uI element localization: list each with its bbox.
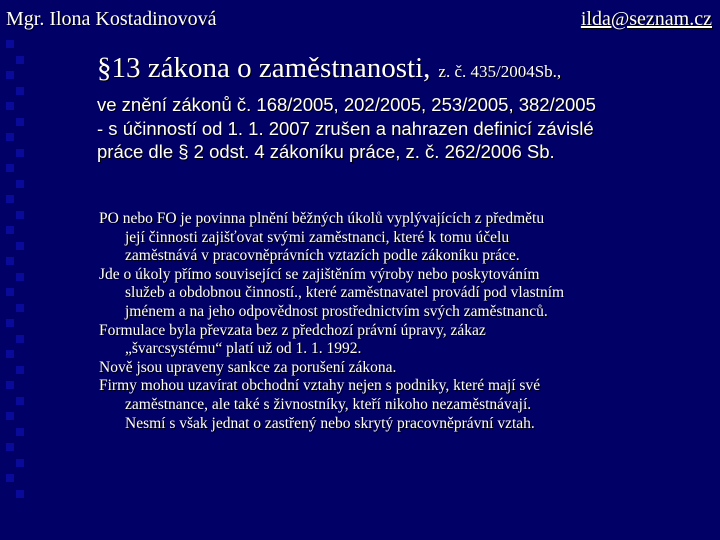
decorative-square <box>6 350 14 358</box>
paragraph-line: PO nebo FO je povinna plnění běžných úkolů vyplývajících z předmětu <box>99 210 545 227</box>
decorative-square <box>6 443 14 451</box>
subtitle-line: práce dle § 2 odst. 4 zákoníku práce, z. č. 262/2006 Sb. <box>97 141 555 162</box>
decorative-square <box>16 56 24 64</box>
paragraph-line: zaměstnance, ale také s živnostníky, kteří nikoho nezaměstnávají. <box>125 395 532 413</box>
subtitle <box>97 93 712 164</box>
slide-title <box>97 52 712 85</box>
email-link[interactable]: ilda@seznam.cz <box>580 8 712 30</box>
paragraph-line: Jde o úkoly přímo související se zajištěním výroby nebo poskytováním <box>99 265 540 283</box>
title-main: §13 zákona o zaměstnanosti, <box>97 52 431 84</box>
decorative-square <box>6 288 14 296</box>
paragraph <box>99 266 711 322</box>
decorative-square <box>6 226 14 234</box>
subtitle-line: - s účinností od 1. 1. 2007 zrušen a nahrazen definicí závislé <box>97 117 594 139</box>
decorative-square <box>6 102 14 110</box>
decorative-square <box>16 87 24 95</box>
decorative-square <box>16 242 24 250</box>
decorative-square <box>16 397 24 405</box>
decorative-square-strip <box>4 40 26 500</box>
decorative-square <box>6 257 14 265</box>
decorative-square <box>6 195 14 203</box>
decorative-square <box>16 273 24 281</box>
paragraph <box>99 377 711 433</box>
decorative-square <box>6 474 14 482</box>
paragraph <box>99 210 711 266</box>
paragraph-line: Firmy mohou uzavírat obchodní vztahy nejen s podniky, které mají své <box>99 377 541 395</box>
paragraph-line: Nesmí s však jednat o zastřený nebo skrytý pracovněprávní vztah. <box>125 414 535 432</box>
decorative-square <box>6 133 14 141</box>
decorative-square <box>6 412 14 420</box>
decorative-square <box>6 71 14 79</box>
author-name: Mgr. Ilona Kostadinovová <box>6 8 217 30</box>
decorative-square <box>16 335 24 343</box>
decorative-square <box>6 164 14 172</box>
paragraph-line: Nově jsou upraveny sankce za porušení zákona. <box>99 358 397 376</box>
paragraph-line: její činnosti zajišťovat svými zaměstnanci, které k tomu účelu <box>125 228 510 246</box>
decorative-square <box>6 381 14 389</box>
paragraph-line: zaměstnává v pracovněprávních vztazích podle zákoníku práce. <box>125 247 520 265</box>
decorative-square <box>16 459 24 467</box>
subtitle-line: ve znění zákonů č. 168/2005, 202/2005, 253/2005, 382/2005 <box>97 94 596 115</box>
decorative-square <box>6 319 14 327</box>
title-law-number: z. č. 435/2004Sb., <box>438 62 562 81</box>
decorative-square <box>16 118 24 126</box>
paragraph-line: Formulace byla převzata bez z předchozí právní úpravy, zákaz <box>99 321 486 339</box>
decorative-square <box>16 211 24 219</box>
paragraph <box>99 322 711 359</box>
paragraph-line: služeb a obdobnou činností., které zaměstnavatel provádí pod vlastním <box>125 284 565 302</box>
decorative-square <box>16 490 24 498</box>
decorative-square <box>16 428 24 436</box>
body-text <box>99 210 711 433</box>
decorative-square <box>16 304 24 312</box>
decorative-square <box>6 40 14 48</box>
paragraph-line: „švarcsystému“ platí už od 1. 1. 1992. <box>125 340 362 358</box>
decorative-square <box>16 149 24 157</box>
paragraph <box>99 359 711 378</box>
decorative-square <box>16 366 24 374</box>
paragraph-line: jménem a na jeho odpovědnost prostřednictvím svých zaměstnanců. <box>125 302 548 320</box>
decorative-square <box>16 180 24 188</box>
